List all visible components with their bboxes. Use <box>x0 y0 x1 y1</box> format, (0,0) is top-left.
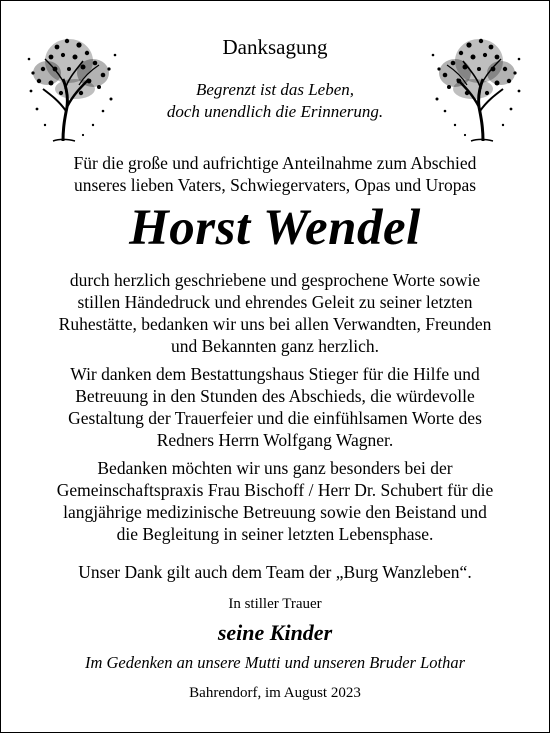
paragraph-line: Ruhestätte, bedanken wir uns bei allen Verwandten, Freunden <box>58 314 492 334</box>
paragraph-line: Gemeinschaftspraxis Frau Bischoff / Herr Dr. Schubert für die <box>56 480 494 500</box>
paragraph-line: die Begleitung in seiner letzten Lebensphase. <box>116 524 434 544</box>
motto-line: doch unendlich die Erinnerung. <box>166 102 384 121</box>
paragraph-line: Redners Herrn Wolfgang Wagner. <box>156 430 394 450</box>
paragraph-line: Betreuung in den Stunden des Abschieds, die würdevolle <box>75 386 475 406</box>
thanks-paragraph-3 <box>1 457 549 545</box>
paragraph-line: langjährige medizinische Betreuung sowie den Beistand und <box>63 502 487 522</box>
intro-text <box>1 152 549 196</box>
closing-line: In stiller Trauer <box>228 596 322 612</box>
thanks-paragraph-2 <box>1 363 549 451</box>
signature: seine Kinder <box>217 620 333 645</box>
intro-line: Für die große und aufrichtige Anteilnahme zum Abschied <box>73 153 477 173</box>
deceased-name: Horst Wendel <box>129 200 421 256</box>
paragraph-line: durch herzlich geschriebene und gesprochene Worte sowie <box>69 270 481 290</box>
intro-line: unseres lieben Vaters, Schwiegervaters, Opas und Uropas <box>73 175 477 195</box>
thanks-paragraph-1 <box>1 269 549 357</box>
place-date: Bahrendorf, im August 2023 <box>189 685 361 701</box>
paragraph-line: Bedanken möchten wir uns ganz besonders bei der <box>97 458 453 478</box>
paragraph-line: und Bekannten ganz herzlich. <box>171 336 379 356</box>
memorial-line: Im Gedenken an unsere Mutti und unseren Bruder Lothar <box>84 653 466 672</box>
thanks-paragraph-4: Unser Dank gilt auch dem Team der „Burg Wanzleben“. <box>78 562 472 582</box>
notice-title: Danksagung <box>222 35 328 59</box>
paragraph-line: stillen Händedruck und ehrendes Geleit zu seiner letzten <box>77 292 473 312</box>
paragraph-line: Gestaltung der Trauerfeier und die einfühlsamen Worte des <box>68 408 482 428</box>
paragraph-line: Wir danken dem Bestattungshaus Stieger für die Hilfe und <box>70 364 480 384</box>
motto-line: Begrenzt ist das Leben, <box>195 80 355 99</box>
motto <box>1 79 549 123</box>
